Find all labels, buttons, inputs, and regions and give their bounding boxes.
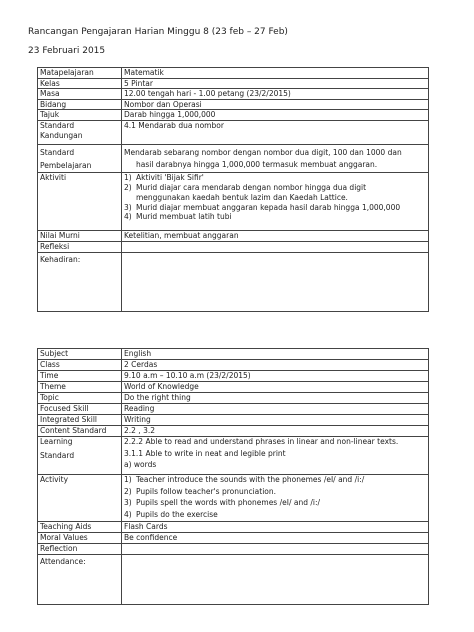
item-number: 4)	[124, 509, 132, 519]
list-item	[124, 193, 426, 203]
label-moral-values-ms: Nilai Murni	[38, 230, 122, 241]
label-moral-values-en: Moral Values	[38, 533, 122, 544]
value-time-en: 9.10 a.m – 10.10 a.m (23/2/2015)	[122, 371, 429, 382]
label-learning-standard-en	[38, 437, 122, 475]
item-number: 4)	[124, 212, 132, 222]
value-class-en: 2 Cerdas	[122, 360, 429, 371]
value-integrated-skill-en: Writing	[122, 415, 429, 426]
value-theme-en: World of Knowledge	[122, 382, 429, 393]
item-text: menggunakan kaedah bentuk lazim dan Kaedah Lattice.	[136, 193, 348, 203]
label-line: Kandungan	[40, 130, 83, 140]
label-focused-skill-en: Focused Skill	[38, 404, 122, 415]
item-number: 2)	[124, 182, 132, 192]
item-text: Murid diajar cara mendarab dengan nombor hingga dua digit	[136, 182, 367, 192]
value-moral-values-ms: Ketelitian, membuat anggaran	[122, 230, 429, 241]
list-item	[124, 203, 426, 213]
label-line: Standard	[40, 120, 75, 130]
value-content-standard-ms: 4.1 Mendarab dua nombor	[122, 120, 429, 144]
value-attendance-en	[122, 555, 429, 605]
value-field-ms: Nombor dan Operasi	[122, 99, 429, 110]
value-reflection-ms	[122, 241, 429, 252]
value-content-standard-en: 2.2 , 3.2	[122, 426, 429, 437]
label-activity-en: Activity	[38, 475, 122, 522]
label-field-ms: Bidang	[38, 99, 122, 110]
list-item	[124, 498, 426, 508]
item-text: Pupils follow teacher's pronunciation.	[136, 486, 277, 496]
value-learning-standard-ms	[122, 144, 429, 172]
label-integrated-skill-en: Integrated Skill	[38, 415, 122, 426]
list-item	[124, 183, 426, 193]
label-topic-ms: Tajuk	[38, 110, 122, 121]
list-item	[124, 475, 426, 485]
item-number: 1)	[124, 172, 132, 182]
label-subject-ms: Matapelajaran	[38, 68, 122, 79]
item-text: Murid membuat latih tubi	[136, 212, 232, 222]
label-reflection-ms: Refleksi	[38, 241, 122, 252]
label-subject-en: Subject	[38, 349, 122, 360]
item-number: 2)	[124, 486, 132, 496]
value-reflection-en	[122, 544, 429, 555]
label-activity-ms: Aktiviti	[38, 172, 122, 230]
item-text: Aktiviti 'Bijak Sifir'	[136, 172, 204, 182]
label-theme-en: Theme	[38, 382, 122, 393]
value-subject-en: English	[122, 349, 429, 360]
value-moral-values-en: Be confidence	[122, 533, 429, 544]
label-attendance-en: Attendance:	[38, 555, 122, 605]
list-item	[124, 173, 426, 183]
item-text: Pupils do the exercise	[136, 509, 218, 519]
label-line: Standard	[40, 450, 75, 460]
value-activity-ms	[122, 172, 429, 230]
label-learning-standard-ms	[38, 144, 122, 172]
label-time-en: Time	[38, 371, 122, 382]
list-item	[124, 487, 426, 497]
value-topic-en: Do the right thing	[122, 393, 429, 404]
text-line: 2.2.2 Able to read and understand phrases in linear and non-linear texts.	[124, 437, 399, 446]
label-class-en: Class	[38, 360, 122, 371]
text-line: hasil darabnya hingga 1,000,000 termasuk membuat anggaran.	[136, 159, 378, 169]
label-teaching-aids-en: Teaching Aids	[38, 522, 122, 533]
item-number: 1)	[124, 475, 132, 484]
value-teaching-aids-en: Flash Cards	[122, 522, 429, 533]
label-content-standard-ms	[38, 120, 122, 144]
value-focused-skill-en: Reading	[122, 404, 429, 415]
list-item	[124, 510, 426, 520]
label-attendance-ms: Kehadiran:	[38, 252, 122, 311]
label-time-ms: Masa	[38, 89, 122, 100]
label-line: Pembelajaran	[40, 160, 92, 170]
page-date: 23 Februari 2015	[28, 46, 106, 56]
label-reflection-en: Reflection	[38, 544, 122, 555]
value-subject-ms: Matematik	[122, 68, 429, 79]
label-topic-en: Topic	[38, 393, 122, 404]
item-text: Teacher introduce the sounds with the phonemes /eI/ and /i:/	[136, 475, 365, 484]
text-line: Mendarab sebarang nombor dengan nombor dua digit, 100 dan 1000 dan	[124, 147, 402, 157]
value-attendance-ms	[122, 252, 429, 311]
item-text: Murid diajar membuat anggaran kepada hasil darab hingga 1,000,000	[136, 202, 401, 212]
text-line: 3.1.1 Able to write in neat and legible print	[124, 448, 286, 458]
value-learning-standard-en	[122, 437, 429, 475]
text-line: a) words	[124, 460, 157, 470]
label-content-standard-en: Content Standard	[38, 426, 122, 437]
lesson-plan-table-math	[37, 67, 429, 312]
value-class-ms: 5 Pintar	[122, 78, 429, 89]
label-line: Standard	[40, 147, 75, 157]
item-number: 3)	[124, 498, 132, 508]
item-number: 3)	[124, 202, 132, 212]
page-title: Rancangan Pengajaran Harian Minggu 8 (23 feb – 27 Feb)	[28, 27, 288, 37]
lesson-plan-table-english	[37, 348, 429, 605]
value-activity-en	[122, 475, 429, 522]
item-number	[124, 193, 136, 203]
label-line: Learning	[40, 437, 73, 446]
list-item	[124, 212, 426, 222]
label-class-ms: Kelas	[38, 78, 122, 89]
value-time-ms: 12.00 tengah hari - 1.00 petang (23/2/2015)	[122, 89, 429, 100]
item-text: Pupils spell the words with phonemes /eI/ and /i:/	[136, 498, 321, 508]
value-topic-ms: Darab hingga 1,000,000	[122, 110, 429, 121]
